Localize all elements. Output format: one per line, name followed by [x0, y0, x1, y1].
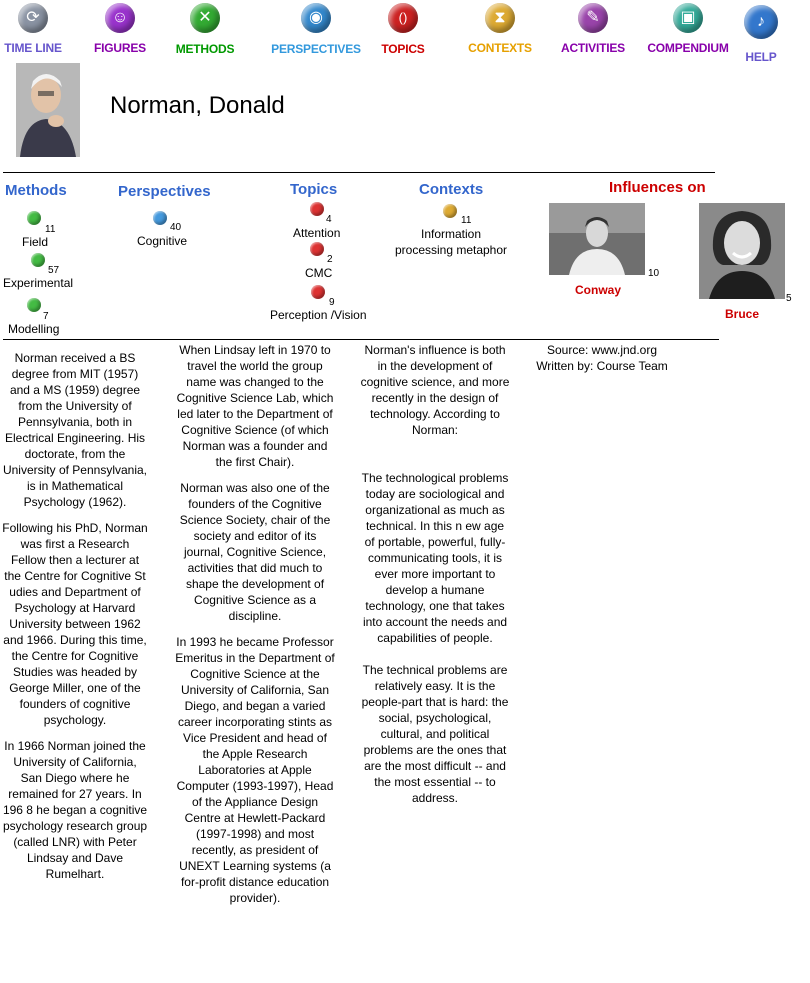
bio-paragraph: In 1993 he became Professor Emeritus in the Department of Cognitive Science at the University of California, San Diego, and began a varied career incorporating stints as Vice President and head of the Apple Research Laboratories at Apple Computer (1993-1997), Head of the Appliance Design Centre at Hewlett-Packard (1997-1998) and most recently, as president of UNEXT Learning systems (a for-profit distance education provider).: [175, 635, 335, 905]
nav-compendium[interactable]: ▣ COMPENDIUM: [646, 3, 730, 55]
bio-column-2: [174, 342, 336, 916]
perspective-cognitive-icon[interactable]: [153, 211, 167, 225]
influence-bruce[interactable]: Bruce: [725, 307, 760, 321]
nav-timeline[interactable]: ⟳ TIME LINE: [4, 3, 62, 55]
context-information-processing[interactable]: Information processing metaphor: [394, 227, 508, 257]
divider-top: [3, 172, 715, 173]
bio-paragraph: When Lindsay left in 1970 to travel the world the group name was changed to the Cognitive Science Lab, which led later to the Department of Cognitive Science (of which Norman was a founder and the first Chair).: [176, 343, 334, 469]
method-modelling-icon[interactable]: [27, 298, 41, 312]
perspectives-heading: Perspectives: [118, 183, 211, 200]
nav-contexts[interactable]: ⧗ CONTEXTS: [466, 3, 534, 55]
topics-heading: Topics: [290, 181, 338, 198]
contexts-icon: ⧗: [485, 3, 515, 33]
method-field[interactable]: Field: [22, 235, 49, 249]
bio-paragraph: Following his PhD, Norman was first a Research Fellow then a lecturer at the Centre for Cognitive St udies and Department of Psychology at Harvard University between 1962 and 1966. During this time, the Centre for Cognitive Studies was headed by George Miller, one of the founders of cognitive psychology.: [2, 521, 148, 727]
figures-icon: ☺: [105, 3, 135, 33]
bio-paragraph: Norman received a BS degree from MIT (1957) and a MS (1959) degree from the University of Pennsylvania, both in Electrical Engineering. His doctorate, from the University of Pennsylvania, is in Mathematical Psychology (1962).: [2, 351, 148, 509]
topic-cmc-icon[interactable]: [310, 242, 324, 256]
context-count: 11: [461, 215, 472, 226]
influence-conway[interactable]: Conway: [575, 283, 622, 297]
topic-count: 4: [326, 214, 332, 225]
help-icon: ♪: [744, 5, 778, 39]
bio-paragraph: Norman's influence is both in the development of cognitive science, and more recently in the design of technology. According to Norman:: [360, 343, 510, 437]
topic-perception-vision[interactable]: Perception /Vision: [270, 308, 367, 322]
bio-paragraph: Norman was also one of the founders of the Cognitive Science Society, chair of the society and editor of its journal, Cognitive Science, activities that did much to shape the development of Cognitive Science as a discipline.: [179, 481, 331, 623]
author-text: Written by: Course Team: [536, 359, 668, 373]
topic-cmc[interactable]: CMC: [305, 266, 333, 280]
method-experimental[interactable]: Experimental: [3, 276, 74, 290]
perspectives-icon: ◉: [301, 3, 331, 33]
quote-paragraph: The technological problems today are sociological and organizational as much as technical. In this n ew age of portable, powerful, fully-communicating tools, it is ever more important to develop a humane technology, one that takes into account the needs and capabilities of people.: [361, 471, 509, 645]
methods-icon: ✕: [190, 3, 220, 33]
methods-heading: Methods: [5, 182, 67, 199]
nav-topics[interactable]: () TOPICS: [376, 3, 430, 56]
bio-column-3: [360, 342, 510, 816]
method-count: 11: [45, 224, 56, 235]
nav-figures[interactable]: ☺ FIGURES: [88, 3, 152, 55]
topic-attention-icon[interactable]: [310, 202, 324, 216]
influence-count: 10: [648, 268, 660, 279]
compendium-icon: ▣: [673, 3, 703, 33]
conway-photo[interactable]: [549, 203, 645, 275]
timeline-icon: ⟳: [18, 3, 48, 33]
source-column: [535, 342, 669, 374]
topic-count: 9: [329, 297, 335, 308]
portrait-photo: [16, 63, 80, 157]
bruce-photo[interactable]: [699, 203, 785, 299]
perspective-count: 40: [170, 222, 182, 233]
topic-perception-icon[interactable]: [311, 285, 325, 299]
bio-column-1: [2, 350, 148, 892]
activities-icon: ✎: [578, 3, 608, 33]
topics-icon: (): [388, 3, 418, 33]
influences-heading: Influences on: [609, 179, 706, 196]
topic-attention[interactable]: Attention: [293, 226, 341, 240]
bio-paragraph: In 1966 Norman joined the University of California, San Diego where he remained for 27 years. In 196 8 he began a cognitive psychology research group (called LNR) with Peter Lindsay and Dave Rumelhart.: [2, 739, 148, 881]
method-experimental-icon[interactable]: [31, 253, 45, 267]
quote-paragraph: The technical problems are relatively easy. It is the people-part that is hard: the social, psychological, cultural, and political problems are the ones that are the most difficult -- and the most essential -- to address.: [361, 663, 509, 805]
method-field-icon[interactable]: [27, 211, 41, 225]
method-count: 7: [43, 311, 49, 322]
context-information-processing-icon[interactable]: [443, 204, 457, 218]
divider-middle: [3, 339, 719, 340]
perspective-cognitive[interactable]: Cognitive: [137, 234, 188, 248]
person-name: Norman, Donald: [110, 92, 285, 119]
nav-methods[interactable]: ✕ METHODS: [170, 3, 240, 56]
method-modelling[interactable]: Modelling: [8, 322, 60, 336]
topic-count: 2: [327, 254, 333, 265]
method-count: 57: [48, 265, 60, 276]
influence-count: 5: [786, 293, 792, 304]
source-text: Source: www.jnd.org: [546, 343, 658, 357]
nav-activities[interactable]: ✎ ACTIVITIES: [558, 3, 628, 55]
nav-perspectives[interactable]: ◉ PERSPECTIVES: [270, 3, 362, 56]
contexts-heading: Contexts: [419, 181, 484, 198]
nav-help[interactable]: ♪ HELP: [740, 5, 782, 64]
